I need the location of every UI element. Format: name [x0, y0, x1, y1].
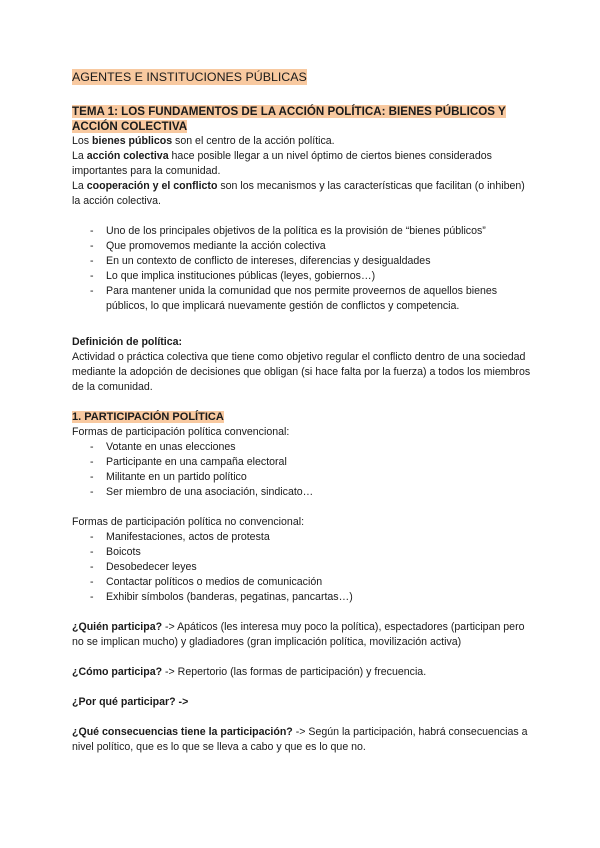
list-item: - Desobedecer leyes: [72, 560, 532, 575]
question-como: ¿Cómo participa? -> Repertorio (las formas de participación) y frecuencia.: [72, 666, 427, 678]
question-por-que: ¿Por qué participar? ->: [72, 696, 189, 708]
list-item: - Boicots: [72, 545, 532, 560]
list-item: - Que promovemos mediante la acción colectiva: [72, 239, 532, 254]
no-convencional-list: [72, 530, 532, 605]
list-item: - Manifestaciones, actos de protesta: [72, 530, 532, 545]
convencional-label: Formas de participación política convencional:: [72, 426, 290, 438]
no-convencional-label: Formas de participación política no convencional:: [72, 516, 305, 528]
document-content: [72, 70, 532, 755]
tema1-heading: TEMA 1: LOS FUNDAMENTOS DE LA ACCIÓN POLÍTICA: BIENES PÚBLICOS Y ACCIÓN COLECTIVA: [72, 105, 506, 133]
list-item: - Lo que implica instituciones públicas (leyes, gobiernos…): [72, 269, 532, 284]
list-item: - Ser miembro de una asociación, sindicato…: [72, 485, 532, 500]
tema1-paragraph-3: La cooperación y el conflicto son los mecanismos y las características que facilitan (o inhiben) la acción colectiva.: [72, 180, 525, 207]
list-item: - Para mantener unida la comunidad que nos permite proveernos de aquellos bienes públicos, lo que implicará nuevamente gestión de conflictos y competencia.: [72, 284, 532, 314]
definicion-text: Actividad o práctica colectiva que tiene como objetivo regular el conflicto dentro de una sociedad mediante la adopción de decisiones que obligan (si hace falta por la fuerza) a todos los miembros de la comunidad.: [72, 351, 531, 393]
list-item: - Uno de los principales objetivos de la política es la provisión de “bienes públicos”: [72, 224, 532, 239]
convencional-list: [72, 440, 532, 500]
list-item: - Exhibir símbolos (banderas, pegatinas, pancartas…): [72, 590, 532, 605]
tema1-paragraph-1: Los bienes públicos son el centro de la acción política.: [72, 135, 335, 147]
question-quien: ¿Quién participa? -> Apáticos (les interesa muy poco la política), espectadores (participan pero no se implican mucho) y gladiadores (gran implicación política, movilización activa): [72, 621, 525, 648]
question-consecuencias: ¿Qué consecuencias tiene la participación? -> Según la participación, habrá consecuencias a nivel político, que es lo que se lleva a cabo y que es lo que no.: [72, 726, 528, 753]
definicion-heading: Definición de política:: [72, 336, 183, 348]
document-title: AGENTES E INSTITUCIONES PÚBLICAS: [72, 70, 307, 84]
list-item: - Militante en un partido político: [72, 470, 532, 485]
tema1-bullet-list: [72, 224, 532, 314]
list-item: - En un contexto de conflicto de intereses, diferencias y desigualdades: [72, 254, 532, 269]
list-item: - Participante en una campaña electoral: [72, 455, 532, 470]
participacion-heading: 1. PARTICIPACIÓN POLÍTICA: [72, 411, 224, 423]
list-item: - Votante en unas elecciones: [72, 440, 532, 455]
tema1-paragraph-2: La acción colectiva hace posible llegar a un nivel óptimo de ciertos bienes considerados importantes para la comunidad.: [72, 150, 492, 177]
list-item: - Contactar políticos o medios de comunicación: [72, 575, 532, 590]
